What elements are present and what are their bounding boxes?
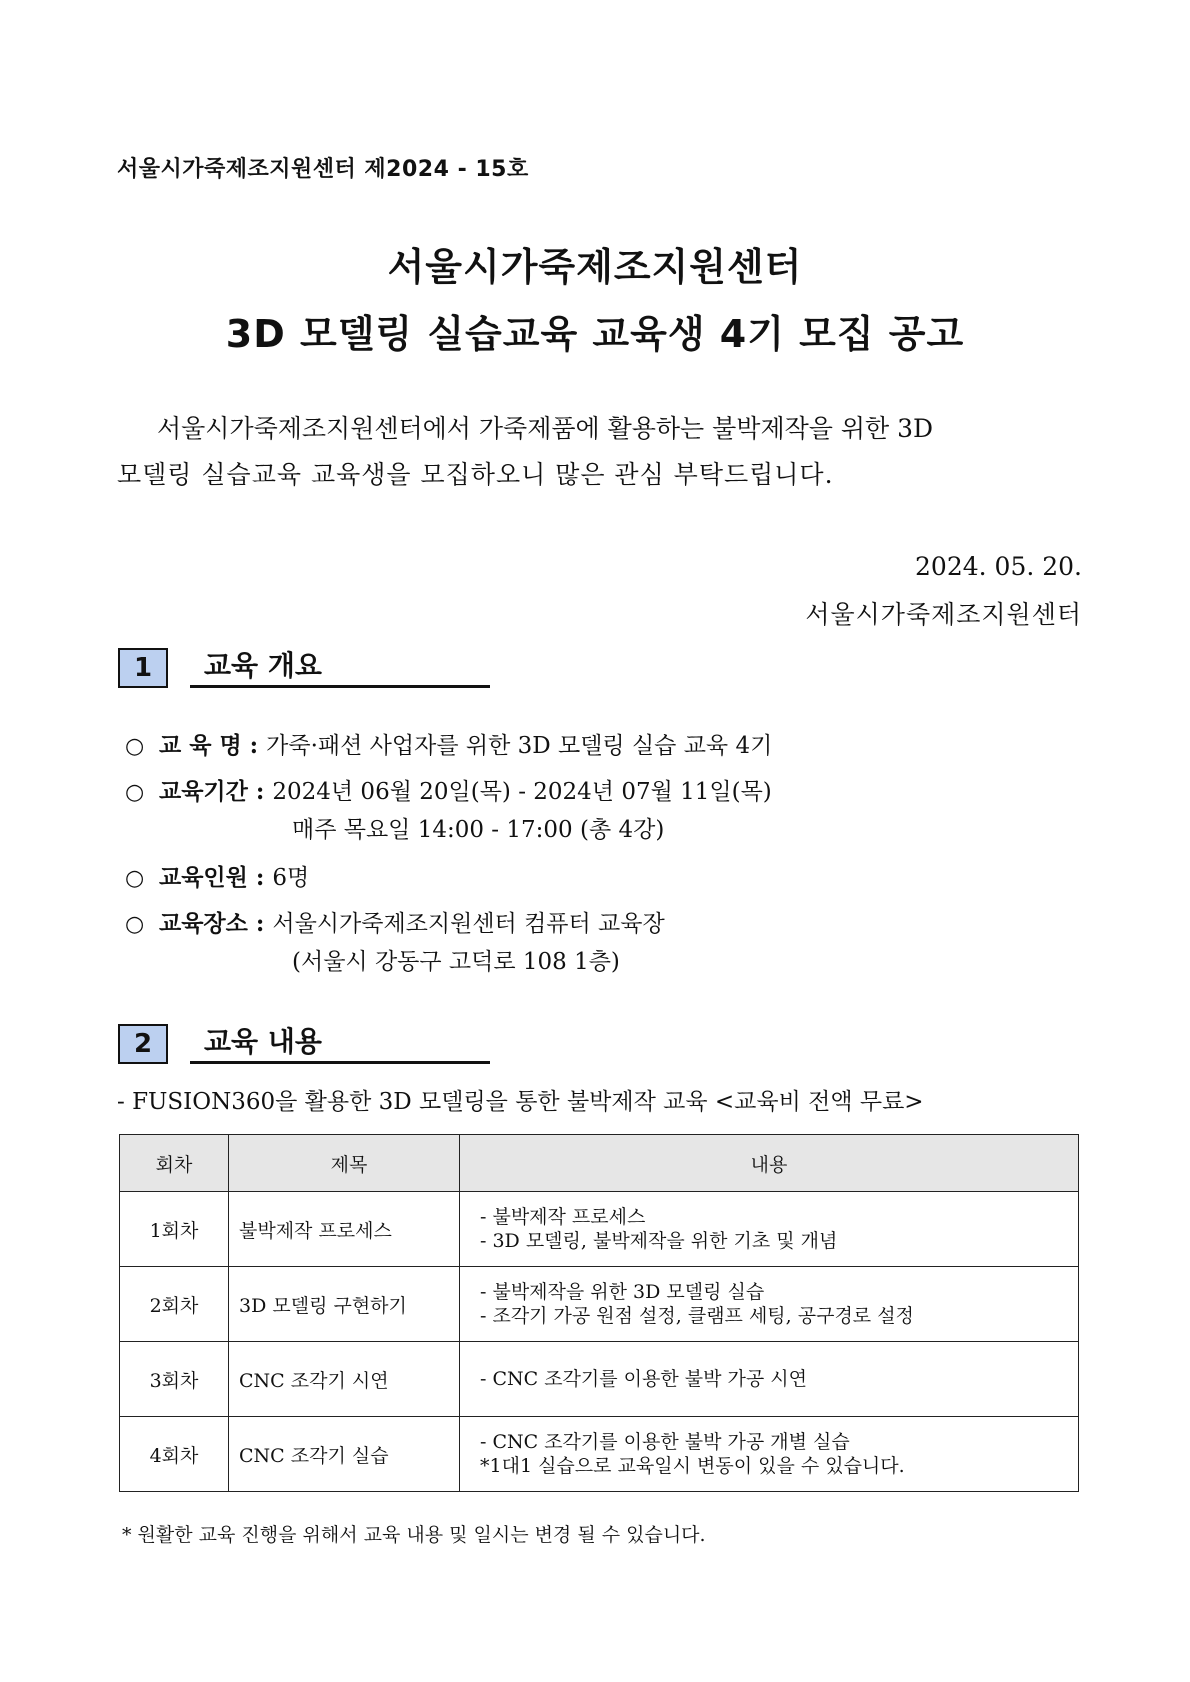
overview-label: 교육기간 :	[159, 778, 265, 805]
overview-period-schedule: 매주 목요일 14:00 - 17:00 (총 4강)	[292, 817, 665, 843]
content-line: - 불박제작 프로세스	[480, 1206, 646, 1228]
overview-item-location	[125, 908, 665, 941]
content-cell	[460, 1342, 1079, 1417]
overview-value: 서울시가죽제조지원센터 컴퓨터 교육장	[272, 911, 665, 937]
content-cell	[460, 1267, 1079, 1342]
overview-label: 교육장소 :	[159, 910, 265, 937]
announcement-date: 2024. 05. 20.	[915, 552, 1082, 581]
table-row	[120, 1267, 1079, 1342]
overview-item-course-name	[125, 730, 772, 763]
content-line: *1대1 실습으로 교육일시 변동이 있을 수 있습니다.	[480, 1455, 905, 1477]
title-cell: CNC 조각기 시연	[229, 1342, 460, 1417]
overview-value: 6명	[272, 865, 310, 891]
overview-label: 교 육 명 :	[159, 732, 259, 759]
intro-paragraph-line-2: 모델링 실습교육 교육생을 모집하오니 많은 관심 부탁드립니다.	[117, 460, 834, 489]
content-line: - CNC 조각기를 이용한 불박 가공 시연	[480, 1368, 807, 1390]
overview-value: 2024년 06월 20일(목) - 2024년 07월 11일(목)	[272, 779, 772, 805]
section-2-number: 2	[118, 1024, 168, 1064]
session-cell: 3회차	[120, 1342, 229, 1417]
session-cell: 4회차	[120, 1417, 229, 1492]
header-title: 제목	[229, 1135, 460, 1192]
circle-bullet-icon: ○	[125, 912, 145, 937]
content-line: - 불박제작을 위한 3D 모델링 실습	[480, 1281, 765, 1303]
document-number: 서울시가죽제조지원센터 제2024 - 15호	[117, 157, 529, 182]
overview-label: 교육인원 :	[159, 864, 265, 891]
circle-bullet-icon: ○	[125, 734, 145, 759]
content-cell	[460, 1192, 1079, 1267]
footnote: * 원활한 교육 진행을 위해서 교육 내용 및 일시는 변경 될 수 있습니다.	[122, 1524, 706, 1546]
content-line: - 조각기 가공 원점 설정, 클램프 세팅, 공구경로 설정	[480, 1305, 914, 1327]
intro-paragraph-line-1: 서울시가죽제조지원센터에서 가죽제품에 활용하는 불박제작을 위한 3D	[157, 414, 934, 443]
page-subtitle: 3D 모델링 실습교육 교육생 4기 모집 공고	[225, 312, 965, 356]
table-row	[120, 1192, 1079, 1267]
issuer-name: 서울시가죽제조지원센터	[805, 600, 1082, 629]
section-1-title: 교육 개요	[190, 648, 490, 688]
overview-location-address: (서울시 강동구 고덕로 108 1층)	[292, 949, 620, 975]
session-cell: 2회차	[120, 1267, 229, 1342]
curriculum-table	[119, 1134, 1079, 1492]
section-1-number: 1	[118, 648, 168, 688]
title-cell: 3D 모델링 구현하기	[229, 1267, 460, 1342]
header-session: 회차	[120, 1135, 229, 1192]
overview-value: 가죽·패션 사업자를 위한 3D 모델링 실습 교육 4기	[266, 733, 773, 759]
header-content: 내용	[460, 1135, 1079, 1192]
curriculum-intro: - FUSION360을 활용한 3D 모델링을 통한 불박제작 교육 <교육비 전액 무료>	[117, 1089, 924, 1115]
session-cell: 1회차	[120, 1192, 229, 1267]
content-line: - 3D 모델링, 불박제작을 위한 기초 및 개념	[480, 1230, 838, 1252]
title-cell: CNC 조각기 실습	[229, 1417, 460, 1492]
title-cell: 불박제작 프로세스	[229, 1192, 460, 1267]
table-header-row	[120, 1135, 1079, 1192]
content-line: - CNC 조각기를 이용한 불박 가공 개별 실습	[480, 1431, 850, 1453]
content-cell	[460, 1417, 1079, 1492]
overview-item-capacity	[125, 862, 309, 895]
overview-item-period	[125, 776, 772, 809]
table-row	[120, 1417, 1079, 1492]
circle-bullet-icon: ○	[125, 780, 145, 805]
table-row	[120, 1342, 1079, 1417]
page-title: 서울시가죽제조지원센터	[387, 245, 803, 289]
circle-bullet-icon: ○	[125, 866, 145, 891]
section-2-title: 교육 내용	[190, 1024, 490, 1064]
